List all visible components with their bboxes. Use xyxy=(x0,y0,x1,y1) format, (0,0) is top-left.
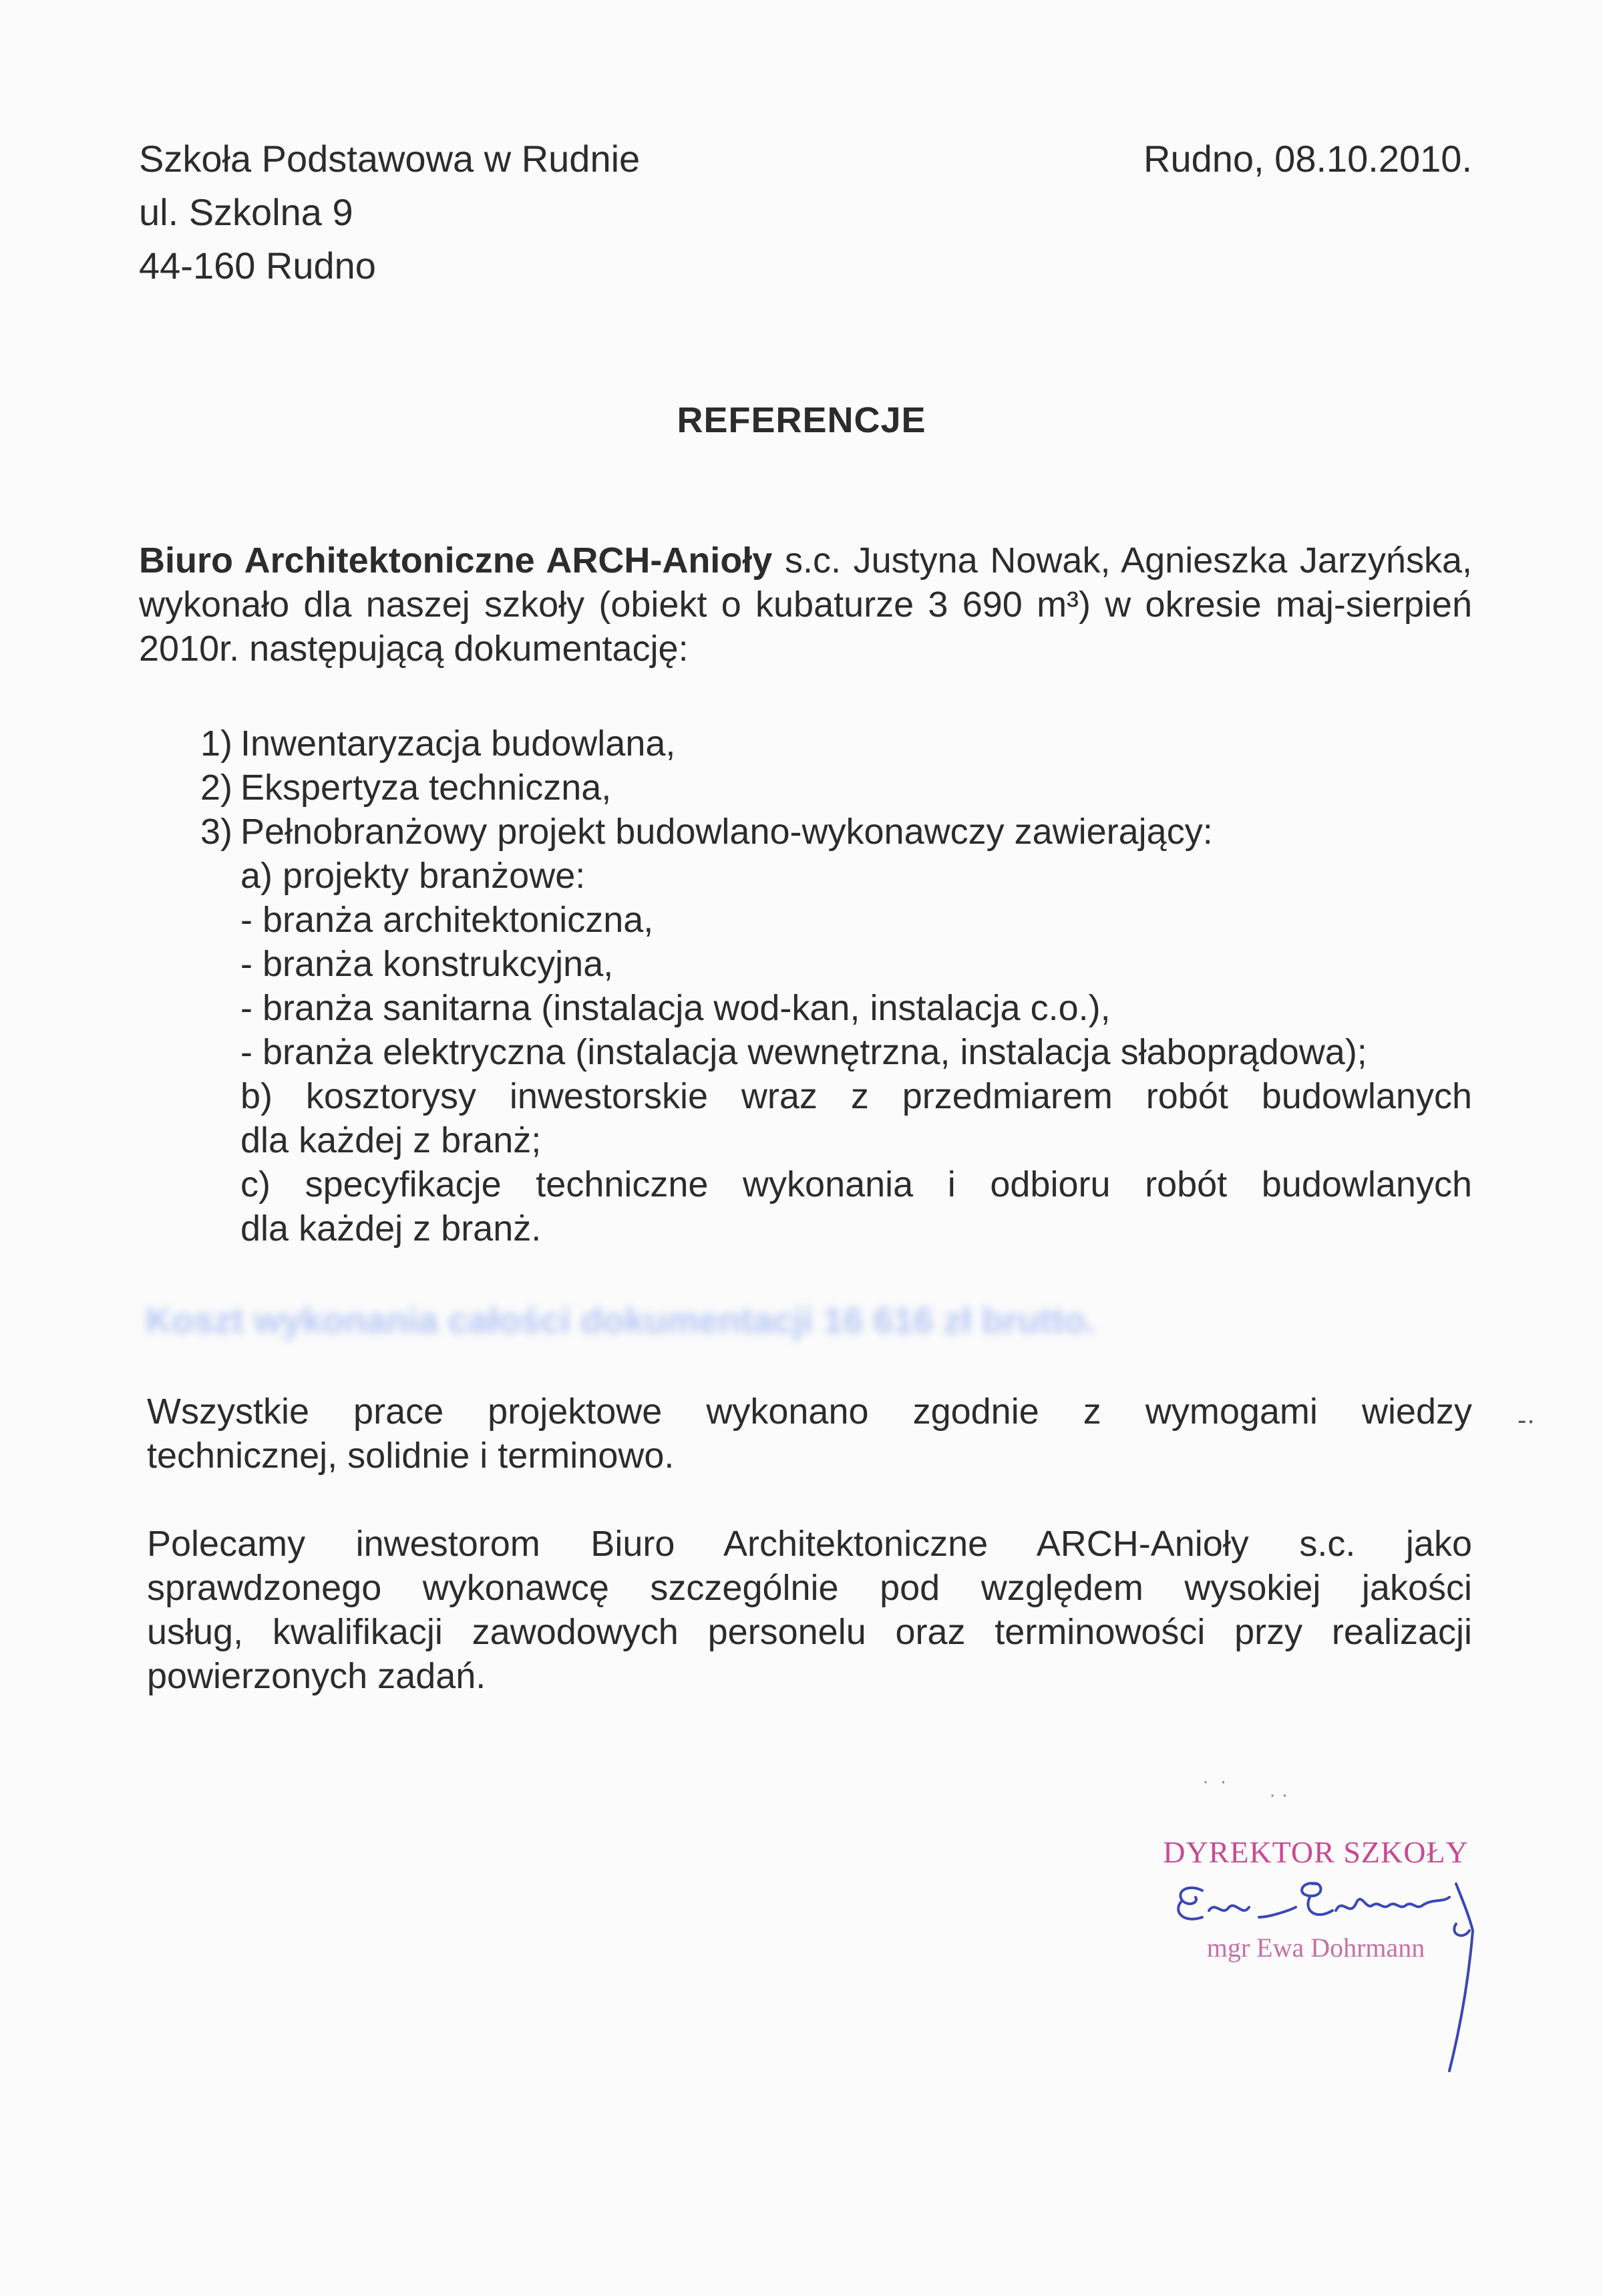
sender-street: ul. Szkolna 9 xyxy=(139,191,353,233)
documentation-list xyxy=(139,721,1472,1251)
document-title: REFERENCJE xyxy=(677,400,926,440)
sublist-item: - branża konstrukcyjna, xyxy=(240,944,614,984)
list-item xyxy=(139,721,1472,766)
paragraph-line: sprawdzonego wykonawcę szczególnie pod względem wysokiej jakości xyxy=(147,1568,1472,1608)
list-item-text: Inwentaryzacja budowlana, xyxy=(240,723,676,764)
list-item-text: Ekspertyza techniczna, xyxy=(240,768,612,808)
paragraph-line: usług, kwalifikacji zawodowych personelu oraz terminowości przy realizacji xyxy=(147,1612,1472,1652)
list-item-number: 3) xyxy=(200,812,232,852)
quality-paragraph xyxy=(147,1389,1472,1478)
list-item-number: 2) xyxy=(200,768,232,808)
sublist-item: - branża elektryczna (instalacja wewnętrzna, instalacja słaboprądowa); xyxy=(240,1032,1367,1072)
list-item-text: Pełnobranżowy projekt budowlano-wykonawczy zawierający: xyxy=(240,812,1213,852)
sublist-item-a: a) projekty branżowe: xyxy=(240,856,586,896)
margin-mark: -· xyxy=(1518,1406,1536,1435)
sublist-item: - branża sanitarna (instalacja wod-kan, instalacja c.o.), xyxy=(240,988,1111,1028)
speck-mark: · · xyxy=(1202,1770,1227,1792)
sender-address xyxy=(139,132,640,293)
paragraph-line: Polecamy inwestorom Biuro Architektoniczne ARCH-Anioły s.c. jako xyxy=(147,1524,1472,1564)
list-item-number: 1) xyxy=(200,723,232,764)
sublist-item-b-cont: dla każdej z branż; xyxy=(240,1120,542,1160)
paragraph-line: technicznej, solidnie i terminowo. xyxy=(147,1436,675,1476)
intro-text: s.c. Justyna Nowak, Agnieszka Jarzyńska, wykonało dla naszej szkoły (obiekt o kubaturze 3 690 m³) w okresie maj-sierpień 2010r. następującą dokumentację: xyxy=(139,540,1472,669)
director-stamp xyxy=(1135,1817,1496,2098)
letter-date: Rudno, 08.10.2010. xyxy=(1143,138,1472,180)
sublist-item: - branża architektoniczna, xyxy=(240,900,654,940)
list-item xyxy=(139,766,1472,810)
speck-mark: · · xyxy=(1269,1784,1288,1806)
sender-city: 44-160 Rudno xyxy=(139,244,376,287)
sublist-item-c-cont: dla każdej z branż. xyxy=(240,1208,542,1249)
stamp-title: DYREKTOR SZKOŁY xyxy=(1163,1835,1469,1869)
paragraph-line: powierzonych zadań. xyxy=(147,1656,486,1696)
paragraph-line: Wszystkie prace projektowe wykonano zgodnie z wymogami wiedzy xyxy=(147,1391,1472,1432)
company-name: Biuro Architektoniczne ARCH-Anioły xyxy=(139,540,773,581)
redacted-cost-line: Koszt wykonania całości dokumentacji 16 616 zł brutto. xyxy=(146,1301,1096,1341)
sender-name: Szkoła Podstawowa w Rudnie xyxy=(139,138,641,180)
sublist-item-b: b) kosztorysy inwestorskie wraz z przedmiarem robót budowlanych xyxy=(240,1076,1472,1116)
stamp-name: mgr Ewa Dohrmann xyxy=(1206,1933,1425,1963)
sublist xyxy=(139,854,1472,1251)
sublist-item-c: c) specyfikacje techniczne wykonania i odbioru robót budowlanych xyxy=(240,1164,1472,1204)
intro-paragraph xyxy=(139,538,1472,671)
recommendation-paragraph xyxy=(147,1522,1472,1698)
list-item xyxy=(139,810,1472,854)
